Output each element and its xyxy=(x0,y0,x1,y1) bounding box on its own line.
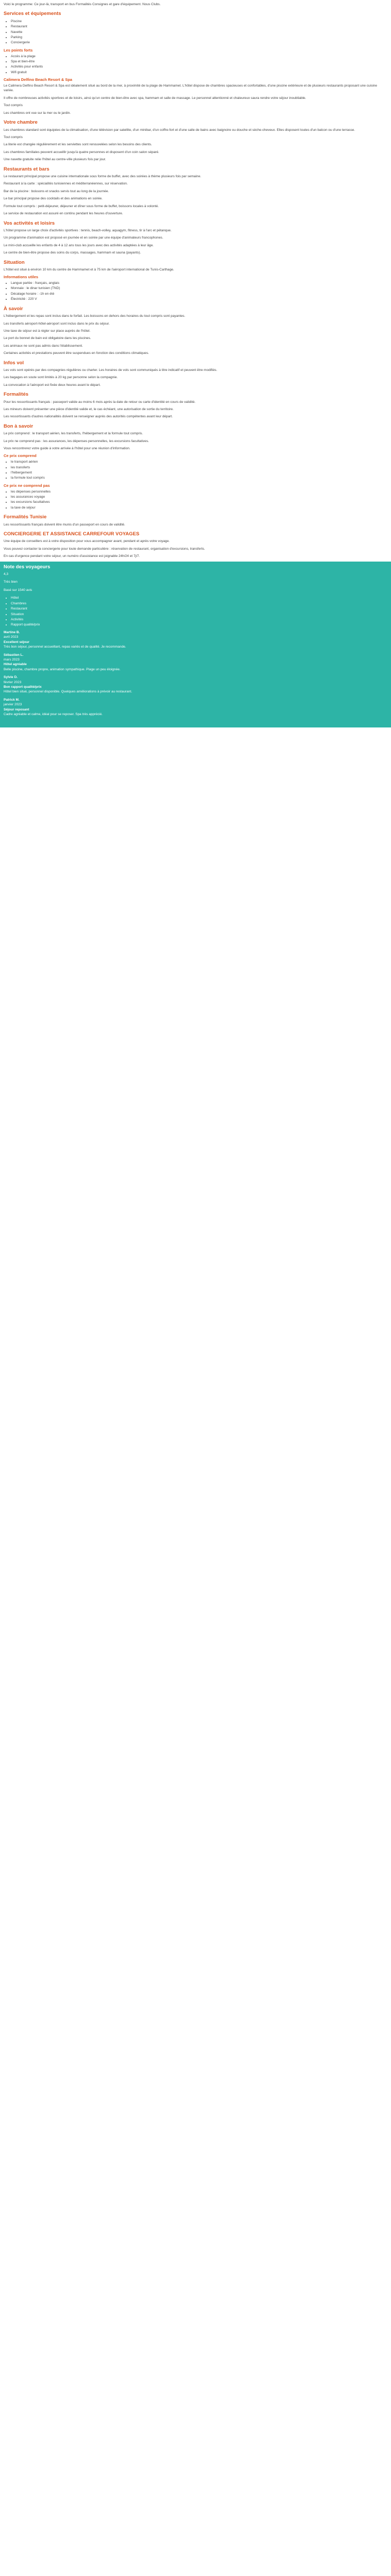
review-date: mars 2023 xyxy=(4,657,20,662)
paragraph: Les mineurs doivent présenter une pièce d'identité valide et, le cas échéant, une autorisation de sortie du territoire. xyxy=(4,407,174,411)
list-item: • Électricité : 220 V xyxy=(11,297,387,301)
services-list xyxy=(4,19,387,45)
list-item: • Hôtel xyxy=(11,596,387,600)
list-item: • Piscine xyxy=(11,19,387,24)
list-item: • les excursions facultatives xyxy=(11,500,387,504)
prix-ne-comprend-pas-list xyxy=(4,489,387,511)
paragraph: Les transferts aéroport-hôtel-aéroport sont inclus dans le prix du séjour. xyxy=(4,321,110,326)
list-item: • Chambres xyxy=(11,601,387,606)
review xyxy=(4,653,387,672)
review xyxy=(4,675,387,694)
paragraph: En cas d'urgence pendant votre séjour, un numéro d'assistance est joignable 24h/24 et 7j/7. xyxy=(4,554,140,558)
paragraph: L'hébergement et les repas sont inclus dans le forfait. Les boissons en dehors des horaires du tout compris sont payantes. xyxy=(4,314,186,318)
review-date: février 2023 xyxy=(4,680,22,684)
paragraph: Un programme d'animation est proposé en journée et en soirée par une équipe d'animateurs francophones. xyxy=(4,236,164,240)
paragraph: Les vols sont opérés par des compagnies régulières ou charter. Les horaires de vols sont communiqués à titre indicatif et peuvent être modifiés. xyxy=(4,368,218,372)
prix-comprend-title: Ce prix comprend xyxy=(4,453,37,459)
paragraph: Les animaux ne sont pas admis dans l'établissement. xyxy=(4,344,83,348)
prix-comprend-list xyxy=(4,460,387,481)
paragraph: Vous pouvez contacter la conciergerie pour toute demande particulière : réservation de restaurant, organisation d'excursions, transferts. xyxy=(4,547,205,551)
situation-title: Situation xyxy=(4,259,25,265)
review-title: Bon rapport qualité/prix xyxy=(4,685,42,689)
notes-score: 4,3 xyxy=(4,572,9,577)
formalites-tunisie-title: Formalités Tunisie xyxy=(4,514,47,520)
list-item: • Activités xyxy=(11,617,387,622)
paragraph: Le port du bonnet de bain est obligatoire dans les piscines. xyxy=(4,336,91,341)
page xyxy=(0,0,391,730)
paragraph: Vous rencontrerez votre guide à votre arrivée à l'hôtel pour une réunion d'information. xyxy=(4,447,131,451)
list-item: • Décalage horaire : -1h en été xyxy=(11,292,387,296)
paragraph: Certaines activités et prestations peuvent être suspendues en fonction des conditions climatiques. xyxy=(4,351,149,355)
list-item: • le transport aérien xyxy=(11,460,387,464)
notes-section xyxy=(0,562,391,727)
review-author: Patrick M. xyxy=(4,698,20,702)
review-date: janvier 2023 xyxy=(4,703,22,707)
list-item: • Situation xyxy=(11,612,387,617)
services-title: Services et équipements xyxy=(4,11,61,17)
notes-title: Note des voyageurs xyxy=(4,564,51,570)
savoir-title: À savoir xyxy=(4,306,23,312)
bon-a-savoir-title: Bon à savoir xyxy=(4,423,34,429)
list-item: • l'hébergement xyxy=(11,470,387,475)
formalites-title: Formalités xyxy=(4,392,29,398)
review-title: Séjour reposant xyxy=(4,707,29,711)
review xyxy=(4,698,387,717)
list-item: • les transferts xyxy=(11,465,387,470)
infos-vol-title: Infos vol xyxy=(4,360,24,366)
paragraph: L'hôtel est situé à environ 10 km du centre de Hammamet et à 75 km de l'aéroport international de Tunis-Carthage. xyxy=(4,267,174,272)
paragraph: La literie est changée régulièrement et les serviettes sont renouvelées selon les besoins des clients. xyxy=(4,143,152,147)
list-item: • Langue parlée : français, anglais xyxy=(11,281,387,285)
paragraph: Tout compris xyxy=(4,135,23,139)
paragraph: Les chambres ont vue sur la mer ou le jardin. xyxy=(4,111,71,115)
paragraph: Bar de la piscine : boissons et snacks servis tout au long de la journée. xyxy=(4,189,109,193)
review-title: Excellent séjour xyxy=(4,640,29,644)
review-text: Hôtel bien situé, personnel disponible. Quelques améliorations à prévoir au restaurant. xyxy=(4,690,132,694)
notes-label: Très bien xyxy=(4,580,18,584)
review-author: Martine B. xyxy=(4,630,20,634)
paragraph: Les bagages en soute sont limités à 20 kg par personne selon la compagnie. xyxy=(4,376,118,380)
list-item: • les assurances voyage xyxy=(11,495,387,499)
paragraph: Les chambres familiales peuvent accueillir jusqu'à quatre personnes et disposent d'un coin salon séparé. xyxy=(4,150,159,154)
list-item: • Monnaie : le dinar tunisien (TND) xyxy=(11,286,387,291)
paragraph: Les ressortissants d'autres nationalités doivent se renseigner auprès des autorités compétentes avant leur départ. xyxy=(4,415,173,419)
paragraph: Formule tout compris : petit-déjeuner, déjeuner et dîner sous forme de buffet, boissons locales à volonté. xyxy=(4,204,159,208)
list-item: • Spa et bien-être xyxy=(11,59,387,64)
review xyxy=(4,630,387,650)
paragraph: Une taxe de séjour est à régler sur place auprès de l'hôtel. xyxy=(4,329,91,333)
list-item: • Navette xyxy=(11,30,387,35)
paragraph: Une navette gratuite relie l'hôtel au centre-ville plusieurs fois par jour. xyxy=(4,158,106,162)
list-item: • Restaurant xyxy=(11,606,387,611)
criteria-list xyxy=(4,596,387,628)
points-title: Les points forts xyxy=(4,47,33,53)
list-item: • Activités pour enfants xyxy=(11,64,387,69)
list-item: • Accès à la plage xyxy=(11,54,387,59)
paragraph: Les chambres standard sont équipées de la climatisation, d'une télévision par satellite, d'un minibar, d'un coffre-fort et d'une salle de bains avec baignoire ou douche et sèche-cheveux. Elles disposent toutes d'un balcon ou d'une terrasse. xyxy=(4,128,355,132)
paragraph: La convocation à l'aéroport est fixée deux heures avant le départ. xyxy=(4,383,101,387)
paragraph: Le bar principal propose des cocktails et des animations en soirée. xyxy=(4,197,103,201)
restaurants-title: Restaurants et bars xyxy=(4,166,50,172)
review-text: Très bon séjour, personnel accueillant, repas variés et de qualité. Je recommande. xyxy=(4,645,126,649)
activites-title: Vos activités et loisirs xyxy=(4,220,55,226)
paragraph: Le prix ne comprend pas : les assurances, les dépenses personnelles, les excursions facultatives. xyxy=(4,439,149,443)
review-date: avril 2023 xyxy=(4,635,19,639)
paragraph: Les ressortissants français doivent être munis d'un passeport en cours de validité. xyxy=(4,522,125,527)
paragraph: Une équipe de conseillers est à votre disposition pour vous accompagner avant, pendant et après votre voyage. xyxy=(4,539,170,544)
notes-summary: Basé sur 1540 avis xyxy=(4,588,32,592)
list-item: • Conciergerie xyxy=(11,40,387,45)
prix-ne-comprend-pas-title: Ce prix ne comprend pas xyxy=(4,483,50,488)
paragraph: Le mini-club accueille les enfants de 4 à 12 ans tous les jours avec des activités adaptées à leur âge. xyxy=(4,243,154,247)
list-item: • la taxe de séjour xyxy=(11,505,387,510)
paragraph: Pour les ressortissants français : passeport valide au moins 6 mois après la date de retour ou carte d'identité en cours de validité. xyxy=(4,400,196,404)
conciergerie-title: CONCIERGERIE ET ASSISTANCE CARREFOUR VOYAGES xyxy=(4,531,140,537)
infos-utiles-title: Informations utiles xyxy=(4,275,39,280)
review-text: Belle piscine, chambre propre, animation sympathique. Plage un peu éloignée. xyxy=(4,667,121,671)
paragraph: Le service de restauration est assuré en continu pendant les heures d'ouverture. xyxy=(4,212,123,216)
paragraph: Le restaurant principal propose une cuisine internationale sous forme de buffet, avec des soirées à thème plusieurs fois par semaine. xyxy=(4,174,201,178)
intro-text: Voici le programme: Ce jour-là, transport en bus Formalités Consignes et gare d'équipement. Nous Clubs. xyxy=(4,3,161,6)
review-text: Cadre agréable et calme, idéal pour se reposer. Spa très apprécié. xyxy=(4,713,103,717)
list-item: • les dépenses personnelles xyxy=(11,489,387,494)
list-item: • Rapport qualité/prix xyxy=(11,622,387,627)
paragraph: Le Calimera Delfino Beach Resort & Spa est idéalement situé au bord de la mer, à proximité de la plage de Hammamet. L'hôtel dispose de chambres spacieuses et confortables, d'une piscine extérieure et de plusieurs restaurants proposant une cuisine variée. xyxy=(4,84,378,93)
chambre-title: Votre chambre xyxy=(4,120,38,126)
list-item: • Wifi gratuit xyxy=(11,70,387,75)
list-item: • Restaurant xyxy=(11,24,387,29)
review-author: Sébastien L. xyxy=(4,653,24,657)
points-list xyxy=(4,54,387,75)
review-author: Sylvie D. xyxy=(4,675,18,680)
review-title: Hôtel agréable xyxy=(4,663,27,667)
list-item: • la formule tout compris xyxy=(11,476,387,480)
infos-utiles-list xyxy=(4,281,387,302)
list-item: • Parking xyxy=(11,35,387,40)
paragraph: Restaurant à la carte : spécialités tunisiennes et méditerranéennes, sur réservation. xyxy=(4,182,128,186)
paragraph: Tout compris xyxy=(4,104,23,108)
paragraph: Le prix comprend : le transport aérien, les transferts, l'hébergement et la formule tout compris. xyxy=(4,432,143,436)
paragraph: Il offre de nombreuses activités sportives et de loisirs, ainsi qu'un centre de bien-être avec spa, hammam et salle de massage. Le personnel attentionné et chaleureux saura rendre votre séjour inoubliable. xyxy=(4,96,306,100)
club-title: Calimera Delfino Beach Resort & Spa xyxy=(4,77,72,82)
paragraph: Le centre de bien-être propose des soins du corps, massages, hammam et sauna (payants). xyxy=(4,251,141,255)
paragraph: L'hôtel propose un large choix d'activités sportives : tennis, beach-volley, aquagym, fitness, tir à l'arc et pétanque. xyxy=(4,228,172,232)
